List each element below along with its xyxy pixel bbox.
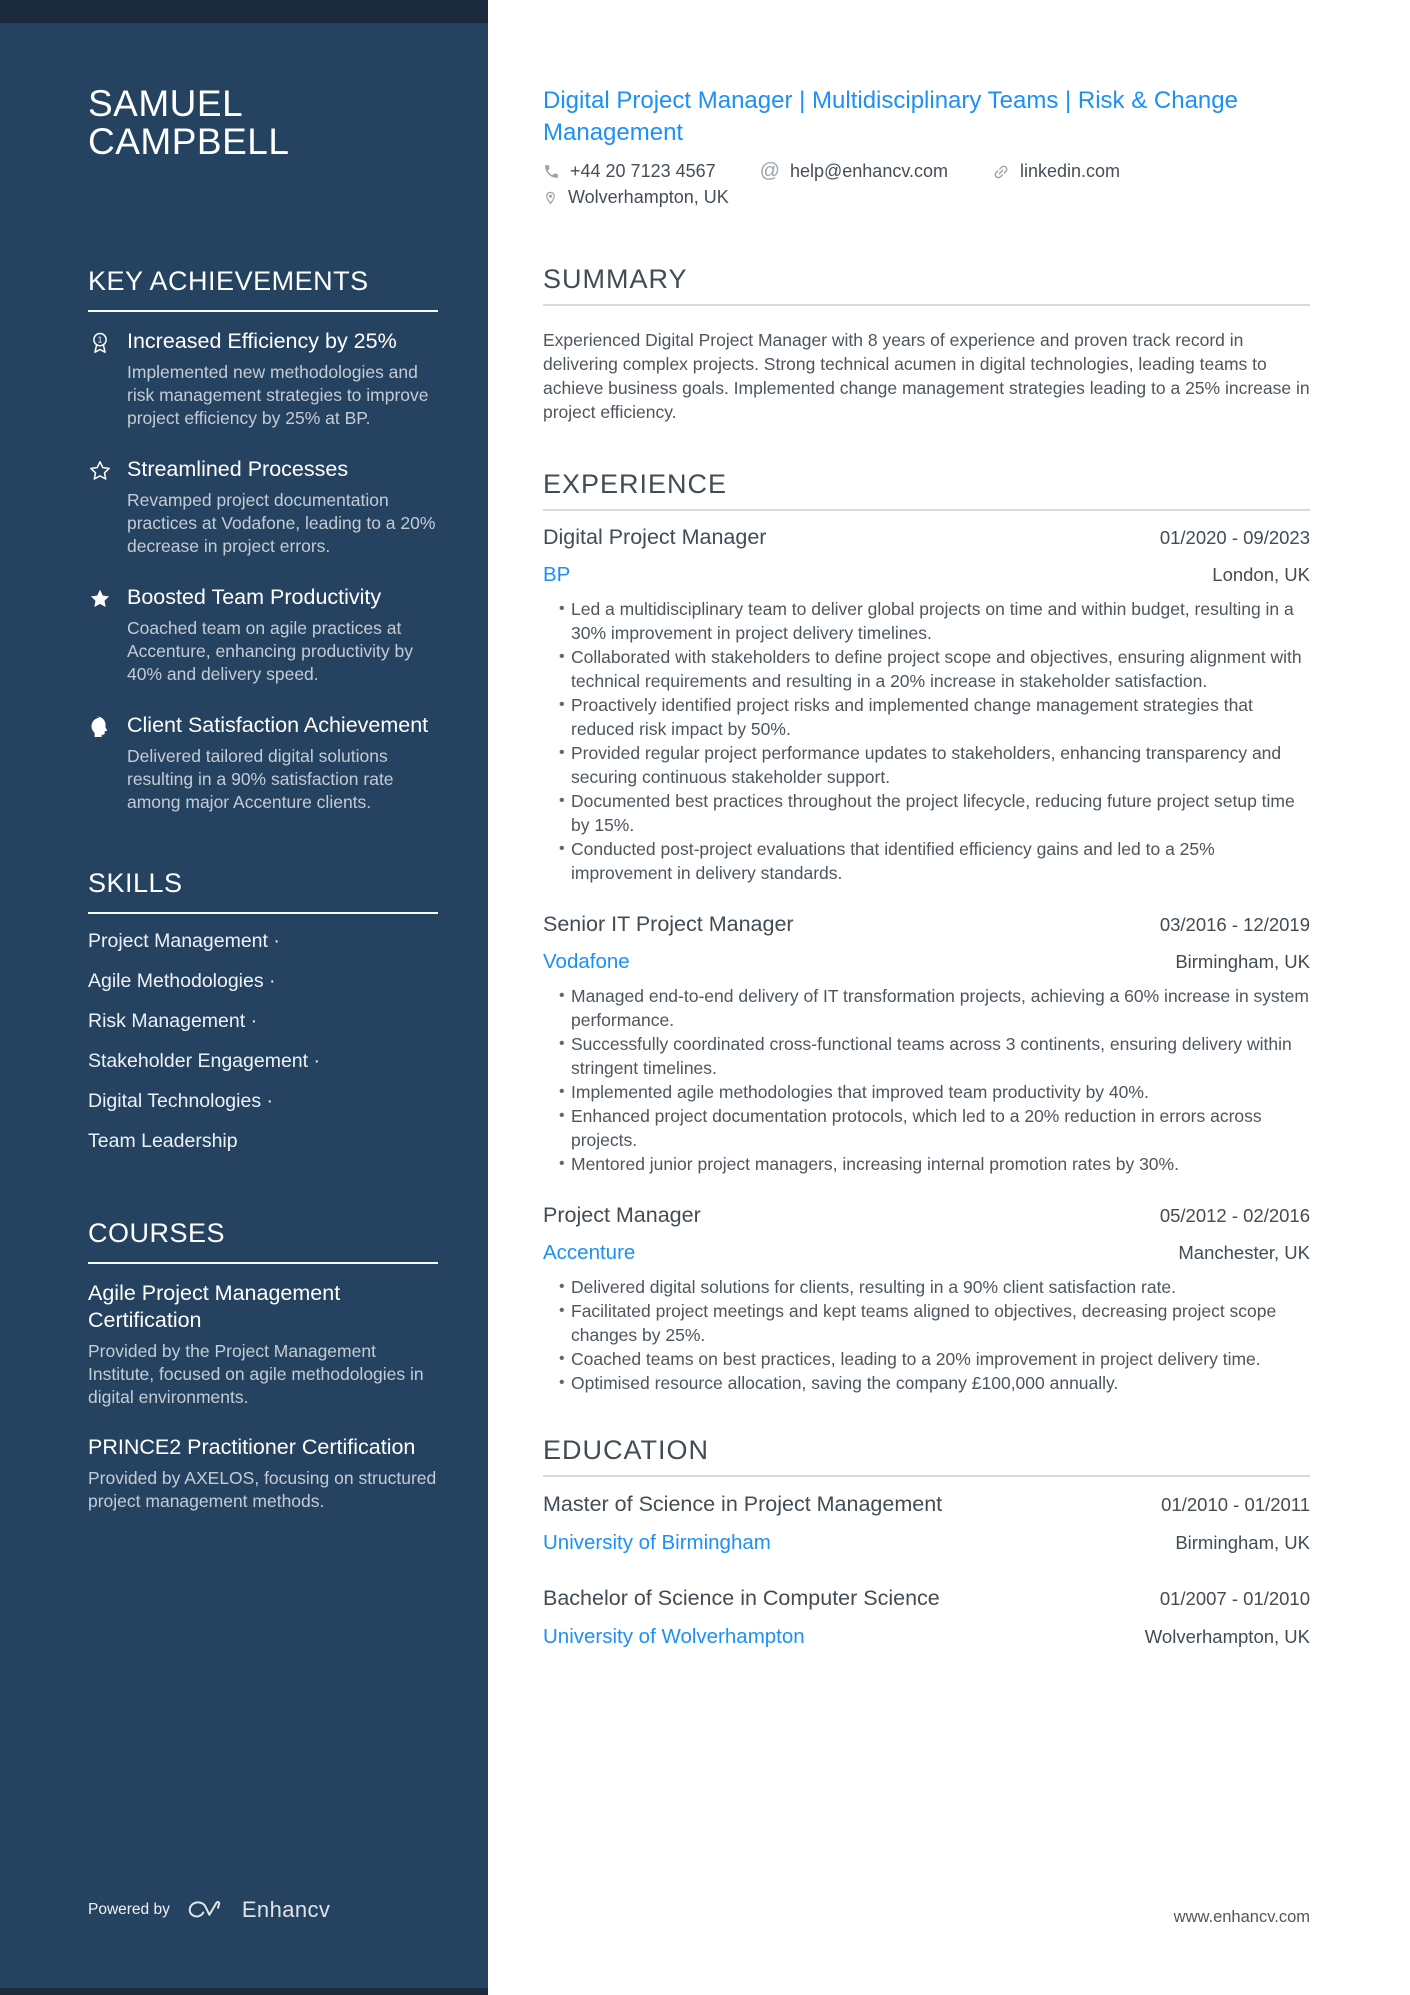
skill-item: Team Leadership (88, 1130, 238, 1152)
achievement-title: Streamlined Processes (127, 457, 349, 481)
job-bullet: • Facilitated project meetings and kept teams aligned to objectives, decreasing project scope changes by 25%. (559, 1299, 1310, 1347)
job-bullet: • Mentored junior project managers, increasing internal promotion rates by 30%. (559, 1152, 1310, 1176)
course-title: PRINCE2 Practitioner Certification (88, 1435, 416, 1459)
courses-section (88, 1218, 438, 1513)
course-item (88, 1434, 438, 1513)
skills-heading: SKILLS (88, 868, 183, 898)
course-item (88, 1280, 438, 1409)
section-divider (543, 509, 1310, 511)
achievement-item (88, 712, 438, 814)
job-bullet: • Conducted post-project evaluations that identified efficiency gains and led to a 25% improvement in delivery standards. (559, 837, 1310, 885)
achievement-description: Implemented new methodologies and risk management strategies to improve project efficiency by 25% at BP. (127, 362, 429, 428)
job-location: London, UK (1212, 564, 1310, 585)
section-divider (543, 1475, 1310, 1477)
company-name: Accenture (543, 1241, 636, 1264)
skill-item: Project Management · (88, 930, 280, 952)
section-divider (88, 1262, 438, 1264)
resume-main (488, 0, 1410, 1995)
job-title: Senior IT Project Manager (543, 912, 794, 936)
job-bullet: • Collaborated with stakeholders to define project scope and objectives, ensuring alignment with technical requirements and resulting in a 20% increase in stakeholder satisfaction. (559, 645, 1310, 693)
medal-icon (88, 328, 127, 430)
job-dates: 01/2020 - 09/2023 (1159, 527, 1310, 548)
job-entry (543, 911, 1310, 1176)
star-filled-icon (88, 584, 127, 686)
linkedin-contact[interactable] (992, 161, 1120, 182)
degree-title: Master of Science in Project Management (543, 1492, 943, 1516)
location-row (543, 187, 1310, 208)
at-icon: @ (759, 160, 780, 182)
key-achievements-section (88, 266, 438, 814)
job-dates: 03/2016 - 12/2019 (1159, 914, 1310, 935)
phone-icon (543, 163, 560, 180)
job-bullet: • Provided regular project performance updates to stakeholders, enhancing transparency and securing continuous stakeholder support. (559, 741, 1310, 789)
summary-text: Experienced Digital Project Manager with 8 years of experience and proven track record in delivering complex projects. Strong technical acumen in digital technologies, leading teams to achieve business goals. Implemented change management strategies leading to a 25% increase in project efficiency. (543, 330, 1310, 422)
job-bullet-list (543, 597, 1310, 885)
job-bullet: • Successfully coordinated cross-functional teams across 3 continents, ensuring delivery within stringent timelines. (559, 1032, 1310, 1080)
headline: Digital Project Manager | Multidisciplinary Teams | Risk & Change Management (543, 87, 1238, 146)
job-title: Digital Project Manager (543, 525, 767, 549)
job-bullet: • Proactively identified project risks and implemented change management strategies that reduced risk impact by 50%. (559, 693, 1310, 741)
location-text: Wolverhampton, UK (568, 187, 729, 207)
education-location: Birmingham, UK (1175, 1532, 1310, 1553)
star-outline-icon (88, 456, 127, 558)
education-entry (543, 1585, 1310, 1650)
email-contact[interactable] (760, 161, 948, 182)
job-bullet: • Delivered digital solutions for clients, resulting in a 90% client satisfaction rate. (559, 1275, 1310, 1299)
section-divider (88, 310, 438, 312)
job-bullet: • Optimised resource allocation, saving the company £100,000 annually. (559, 1371, 1310, 1395)
powered-by-label: Powered by (88, 1901, 170, 1918)
job-bullet: • Documented best practices throughout the project lifecycle, reducing future project setup time by 15%. (559, 789, 1310, 837)
job-bullet: • Enhanced project documentation protocols, which led to a 20% reduction in errors across projects. (559, 1104, 1310, 1152)
job-entry (543, 1202, 1310, 1395)
resume-header (543, 85, 1310, 208)
degree-title: Bachelor of Science in Computer Science (543, 1586, 940, 1610)
job-title: Project Manager (543, 1203, 701, 1227)
svg-text:1: 1 (97, 334, 103, 345)
linkedin-url: linkedin.com (1020, 161, 1121, 181)
sidebar (0, 0, 488, 1995)
job-dates: 05/2012 - 02/2016 (1159, 1205, 1310, 1226)
section-divider (543, 304, 1310, 306)
education-section (543, 1435, 1310, 1650)
achievements-heading: KEY ACHIEVEMENTS (88, 266, 369, 296)
summary-heading: SUMMARY (543, 264, 688, 294)
email-address: help@enhancv.com (789, 161, 948, 181)
school-name: University of Birmingham (543, 1531, 771, 1554)
skill-item: Stakeholder Engagement · (88, 1050, 320, 1072)
contact-row (543, 161, 1310, 182)
enhancv-wordmark: Enhancv (241, 1897, 331, 1922)
sidebar-bottom-strip (0, 1988, 488, 1995)
achievement-description: Revamped project documentation practices at Vodafone, leading to a 20% decrease in project errors. (127, 490, 436, 556)
skill-item: Digital Technologies · (88, 1090, 273, 1112)
job-bullet: • Coached teams on best practices, leading to a 20% improvement in project delivery time. (559, 1347, 1310, 1371)
achievement-title: Client Satisfaction Achievement (127, 713, 429, 737)
job-bullet: • Led a multidisciplinary team to deliver global projects on time and within budget, resulting in a 30% improvement in project delivery timelines. (559, 597, 1310, 645)
skill-item: Risk Management · (88, 1010, 258, 1032)
sidebar-top-strip (0, 0, 488, 23)
company-name: BP (543, 563, 571, 586)
courses-heading: COURSES (88, 1218, 226, 1248)
achievement-item (88, 584, 438, 686)
location-contact (543, 187, 729, 208)
course-description: Provided by AXELOS, focusing on structured project management methods. (88, 1468, 437, 1511)
course-description: Provided by the Project Management Institute, focused on agile methodologies in digital environments. (88, 1341, 424, 1407)
education-dates: 01/2007 - 01/2010 (1159, 1588, 1310, 1609)
powered-by-enhancv[interactable] (88, 1897, 330, 1923)
education-entry (543, 1491, 1310, 1556)
achievement-description: Delivered tailored digital solutions resulting in a 90% satisfaction rate among major Accenture clients. (127, 746, 394, 812)
enhancv-website-link[interactable]: www.enhancv.com (1173, 1908, 1310, 1926)
experience-section (543, 469, 1310, 1395)
achievement-description: Coached team on agile practices at Accenture, enhancing productivity by 40% and delivery speed. (127, 618, 413, 684)
person-name: SAMUEL CAMPBELL (88, 83, 290, 162)
course-title: Agile Project Management Certification (88, 1281, 341, 1332)
company-name: Vodafone (543, 950, 630, 973)
education-dates: 01/2010 - 01/2011 (1161, 1494, 1310, 1515)
job-bullet-list (543, 1275, 1310, 1395)
achievement-title: Increased Efficiency by 25% (127, 329, 397, 353)
job-bullet: • Managed end-to-end delivery of IT transformation projects, achieving a 60% increase in system performance. (559, 984, 1310, 1032)
skill-item: Agile Methodologies · (88, 970, 276, 992)
job-bullet-list (543, 984, 1310, 1176)
education-heading: EDUCATION (543, 1435, 710, 1465)
job-entry (543, 524, 1310, 885)
achievement-item (88, 456, 438, 558)
achievement-item (88, 328, 438, 430)
school-name: University of Wolverhampton (543, 1625, 805, 1648)
section-divider (88, 912, 438, 914)
phone-contact (543, 161, 716, 182)
experience-heading: EXPERIENCE (543, 469, 728, 499)
summary-section (543, 264, 1310, 424)
skills-section (88, 868, 438, 1153)
link-icon (988, 159, 1013, 184)
enhancv-logo-icon (183, 1897, 229, 1923)
job-location: Birmingham, UK (1175, 951, 1310, 972)
phone-number: +44 20 7123 4567 (570, 161, 716, 181)
achievement-title: Boosted Team Productivity (127, 585, 382, 609)
job-location: Manchester, UK (1178, 1242, 1310, 1263)
education-location: Wolverhampton, UK (1144, 1626, 1310, 1647)
location-pin-icon (543, 189, 558, 207)
head-profile-icon (88, 712, 127, 814)
job-bullet: • Implemented agile methodologies that improved team productivity by 40%. (559, 1080, 1310, 1104)
